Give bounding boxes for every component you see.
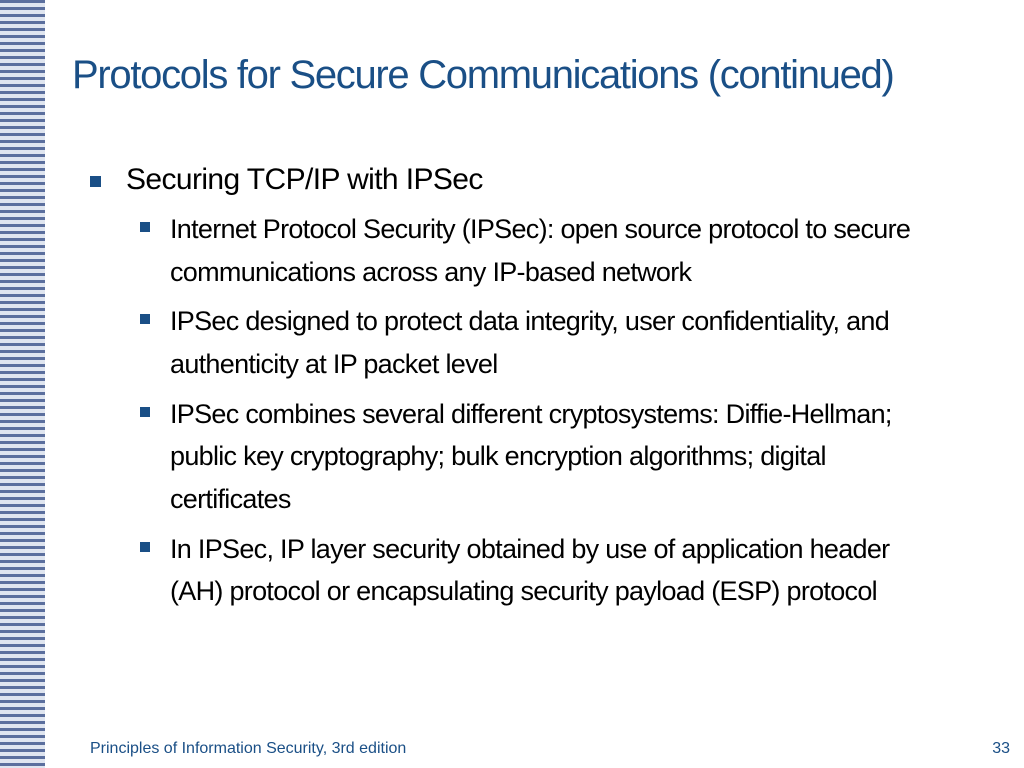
square-bullet-icon [140, 407, 150, 417]
square-bullet-icon [140, 222, 150, 232]
sub-bullet-text: IPSec designed to protect data integrity, user confidentiality, and authenticity at IP packet level [170, 306, 890, 379]
square-bullet-icon [140, 542, 150, 552]
sub-bullet-item [132, 300, 930, 385]
square-bullet-icon [140, 314, 150, 324]
slide-title: Protocols for Secure Communications (continued) [72, 53, 894, 97]
footer-source: Principles of Information Security, 3rd edition [90, 740, 407, 757]
sub-bullet-text: In IPSec, IP layer security obtained by use of application header (AH) protocol or encapsulating security payload (ESP) protocol [170, 533, 890, 607]
sub-bullet-item [132, 528, 930, 613]
page-number: 33 [992, 740, 1010, 757]
decorative-stripe-bar [0, 0, 48, 768]
bullet-item-level1 [86, 162, 986, 198]
slide-content [86, 162, 986, 620]
sub-bullet-item [132, 393, 930, 521]
sub-bullet-list [132, 208, 986, 613]
sub-bullet-text: Internet Protocol Security (IPSec): open source protocol to secure communications across any IP-based network [170, 214, 911, 287]
square-bullet-icon [90, 176, 101, 187]
bullet-text: Securing TCP/IP with IPSec [126, 163, 483, 196]
sub-bullet-text: IPSec combines several different cryptosystems: Diffie-Hellman; public key cryptography; bulk encryption algorithms; digital certificates [170, 398, 892, 514]
sub-bullet-item [132, 208, 930, 293]
